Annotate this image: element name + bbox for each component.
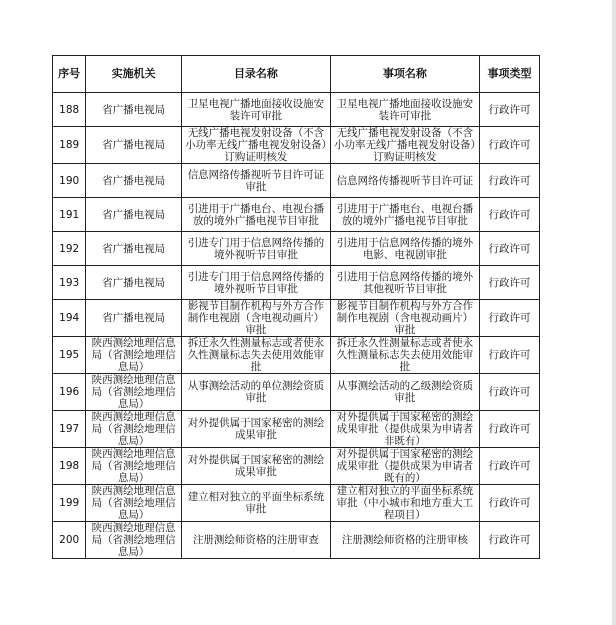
- cell-item-type: 行政许可: [479, 337, 539, 374]
- header-serial-number: 序号: [53, 56, 86, 93]
- header-implementing-agency: 实施机关: [86, 56, 182, 93]
- table-row: [53, 485, 540, 522]
- cell-agency: 陕西测绘地理信息局（省测绘地理信息局）: [86, 522, 182, 559]
- header-item-name: 事项名称: [330, 56, 479, 93]
- cell-catalog-name: 信息网络传播视听节目许可证审批: [181, 164, 330, 198]
- table-row: [53, 266, 540, 300]
- cell-item-type: 行政许可: [479, 232, 539, 266]
- cell-item-type: 行政许可: [479, 522, 539, 559]
- cell-item-type: 行政许可: [479, 93, 539, 127]
- cell-catalog-name: 卫星电视广播地面接收设施安装许可审批: [181, 93, 330, 127]
- cell-serial-number: 195: [53, 337, 86, 374]
- cell-serial-number: 190: [53, 164, 86, 198]
- cell-serial-number: 192: [53, 232, 86, 266]
- cell-serial-number: 193: [53, 266, 86, 300]
- cell-catalog-name: 拆迁永久性测量标志或者使永久性测量标志失去使用效能审批: [181, 337, 330, 374]
- cell-agency: 省广播电视局: [86, 232, 182, 266]
- cell-serial-number: 188: [53, 93, 86, 127]
- cell-agency: 省广播电视局: [86, 266, 182, 300]
- table-row: [53, 522, 540, 559]
- cell-item-type: 行政许可: [479, 127, 539, 164]
- table-row: [53, 127, 540, 164]
- cell-item-type: 行政许可: [479, 164, 539, 198]
- cell-agency: 陕西测绘地理信息局（省测绘地理信息局）: [86, 411, 182, 448]
- cell-item-name: 建立相对独立的平面坐标系统审批（中小城市和地方重大工程项目）: [330, 485, 479, 522]
- cell-serial-number: 191: [53, 198, 86, 232]
- cell-item-name: 注册测绘师资格的注册审核: [330, 522, 479, 559]
- table-row: [53, 164, 540, 198]
- table-row: [53, 232, 540, 266]
- cell-item-name: 对外提供属于国家秘密的测绘成果审批（提供成果为申请者既有的）: [330, 448, 479, 485]
- cell-serial-number: 197: [53, 411, 86, 448]
- cell-catalog-name: 引进专门用于信息网络传播的境外视听节目审批: [181, 232, 330, 266]
- cell-agency: 省广播电视局: [86, 127, 182, 164]
- table-row: [53, 198, 540, 232]
- cell-item-name: 信息网络传播视听节目许可证: [330, 164, 479, 198]
- cell-serial-number: 198: [53, 448, 86, 485]
- cell-agency: 陕西测绘地理信息局（省测绘地理信息局）: [86, 374, 182, 411]
- cell-item-type: 行政许可: [479, 374, 539, 411]
- table-row: [53, 448, 540, 485]
- cell-item-type: 行政许可: [479, 300, 539, 337]
- table-header-row: [53, 56, 540, 93]
- cell-item-name: 卫星电视广播地面接收设施安装许可审批: [330, 93, 479, 127]
- cell-agency: 陕西测绘地理信息局（省测绘地理信息局）: [86, 448, 182, 485]
- header-item-type: 事项类型: [479, 56, 539, 93]
- cell-item-name: 拆迁永久性测量标志或者使永久性测量标志失去使用效能审批: [330, 337, 479, 374]
- table-row: [53, 411, 540, 448]
- cell-item-name: 对外提供属于国家秘密的测绘成果审批（提供成果为申请者非既有）: [330, 411, 479, 448]
- cell-agency: 省广播电视局: [86, 164, 182, 198]
- cell-catalog-name: 注册测绘师资格的注册审查: [181, 522, 330, 559]
- cell-serial-number: 196: [53, 374, 86, 411]
- cell-catalog-name: 引进专门用于信息网络传播的境外视听节目审批: [181, 266, 330, 300]
- cell-serial-number: 200: [53, 522, 86, 559]
- header-catalog-name: 目录名称: [181, 56, 330, 93]
- table-row: [53, 300, 540, 337]
- cell-item-type: 行政许可: [479, 448, 539, 485]
- cell-catalog-name: 对外提供属于国家秘密的测绘成果审批: [181, 448, 330, 485]
- table-row: [53, 374, 540, 411]
- cell-serial-number: 194: [53, 300, 86, 337]
- cell-agency: 陕西测绘地理信息局（省测绘地理信息局）: [86, 485, 182, 522]
- approval-items-table: [52, 55, 540, 559]
- cell-agency: 陕西测绘地理信息局（省测绘地理信息局）: [86, 337, 182, 374]
- cell-serial-number: 199: [53, 485, 86, 522]
- cell-agency: 省广播电视局: [86, 93, 182, 127]
- page-edge: [612, 0, 616, 625]
- cell-catalog-name: 对外提供属于国家秘密的测绘成果审批: [181, 411, 330, 448]
- cell-item-type: 行政许可: [479, 485, 539, 522]
- cell-item-type: 行政许可: [479, 266, 539, 300]
- cell-item-name: 引进用于信息网络传播的境外电影、电视剧审批: [330, 232, 479, 266]
- cell-item-type: 行政许可: [479, 411, 539, 448]
- table-row: [53, 93, 540, 127]
- cell-item-name: 影视节目制作机构与外方合作制作电视剧（含电视动画片）审批: [330, 300, 479, 337]
- cell-item-name: 从事测绘活动的乙级测绘资质审批: [330, 374, 479, 411]
- cell-item-name: 无线广播电视发射设备（不含小功率无线广播电视发射设备）订购证明核发: [330, 127, 479, 164]
- cell-agency: 省广播电视局: [86, 300, 182, 337]
- cell-catalog-name: 建立相对独立的平面坐标系统审批: [181, 485, 330, 522]
- cell-catalog-name: 引进用于广播电台、电视台播放的境外广播电视节目审批: [181, 198, 330, 232]
- cell-agency: 省广播电视局: [86, 198, 182, 232]
- cell-serial-number: 189: [53, 127, 86, 164]
- cell-catalog-name: 影视节目制作机构与外方合作制作电视剧（含电视动画片）审批: [181, 300, 330, 337]
- cell-catalog-name: 从事测绘活动的单位测绘资质审批: [181, 374, 330, 411]
- cell-item-name: 引进用于信息网络传播的境外其他视听节目审批: [330, 266, 479, 300]
- cell-item-name: 引进用于广播电台、电视台播放的境外广播电视节目审批: [330, 198, 479, 232]
- table-row: [53, 337, 540, 374]
- cell-item-type: 行政许可: [479, 198, 539, 232]
- cell-catalog-name: 无线广播电视发射设备（不含小功率无线广播电视发射设备）订购证明核发: [181, 127, 330, 164]
